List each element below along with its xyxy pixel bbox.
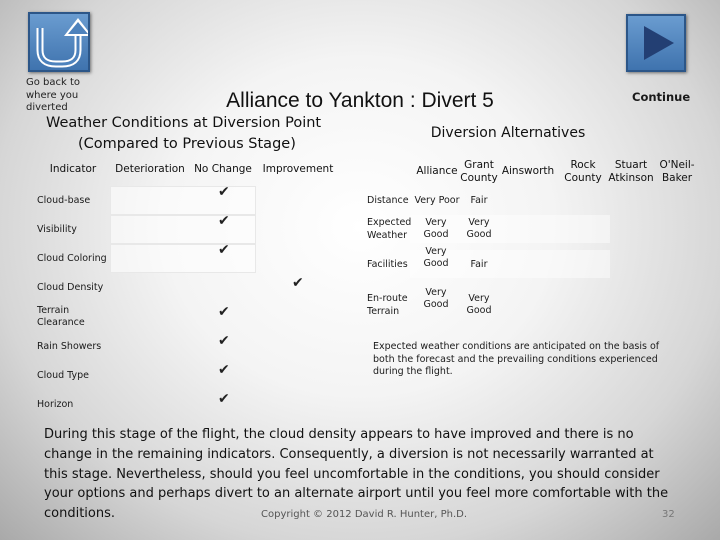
check-mark-icon: ✔ — [218, 333, 230, 349]
col-header-no-change: No Change — [194, 163, 252, 175]
check-mark-icon: ✔ — [218, 391, 230, 407]
col-header-stuart-atkinson: Stuart Atkinson — [608, 159, 654, 184]
go-back-button[interactable] — [28, 12, 90, 72]
play-triangle-icon — [628, 16, 684, 70]
table-row-bg — [110, 244, 256, 273]
u-turn-arrow-icon — [30, 14, 88, 70]
value-terrain-alliance: Very Good — [423, 287, 449, 310]
table-row-bg — [110, 186, 256, 215]
value-distance-grant-county: Fair — [470, 195, 488, 206]
indicator-visibility: Visibility — [37, 224, 77, 235]
slide-title: Alliance to Yankton : Divert 5 — [226, 89, 494, 112]
criterion-expected-weather: Expected Weather — [367, 217, 412, 241]
col-header-improvement: Improvement — [262, 163, 334, 175]
check-mark-icon: ✔ — [218, 184, 230, 200]
col-header-ainsworth: Ainsworth — [501, 165, 555, 177]
col-header-deterioration: Deterioration — [115, 163, 185, 175]
col-header-rock-county: Rock County — [564, 159, 602, 184]
value-distance-alliance: Very Poor — [414, 195, 460, 206]
copyright-text: Copyright © 2012 David R. Hunter, Ph.D. — [261, 509, 468, 520]
page-number: 32 — [662, 509, 675, 520]
value-facilities-alliance: Very Good — [423, 246, 449, 269]
check-mark-icon: ✔ — [218, 362, 230, 378]
value-weather-alliance: Very Good — [423, 217, 449, 240]
check-mark-icon: ✔ — [292, 275, 304, 291]
indicator-cloud-density: Cloud Density — [37, 282, 104, 293]
explanation-paragraph: During this stage of the flight, the cloud density appears to have improved and there is no change in the remaining indicators. Consequently, a diversion is not necessarily warranted at this stage. Nevertheless, should you feel uncomfortable in the conditions, you should consider your options and perhaps divert to an alternate airport until you feel more comfortable with the conditions. — [44, 427, 669, 522]
indicator-cloud-type: Cloud Type — [37, 370, 89, 381]
value-facilities-grant-county: Fair — [470, 259, 488, 270]
criterion-distance: Distance — [367, 195, 409, 206]
col-header-grant-county: Grant County — [460, 159, 498, 184]
criterion-en-route-terrain: En-route Terrain — [367, 293, 408, 317]
indicator-cloud-base: Cloud-base — [37, 195, 91, 206]
continue-link[interactable]: Continue — [632, 90, 691, 104]
check-mark-icon: ✔ — [218, 304, 230, 320]
indicator-horizon: Horizon — [37, 399, 74, 410]
col-header-oneil-baker: O'Neil-Baker — [659, 159, 695, 184]
indicator-cloud-coloring: Cloud Coloring — [37, 253, 107, 264]
value-weather-grant-county: Very Good — [466, 217, 492, 240]
col-header-indicator: Indicator — [49, 163, 97, 175]
continue-button[interactable] — [626, 14, 686, 72]
criterion-facilities: Facilities — [367, 259, 408, 270]
col-header-alliance: Alliance — [416, 165, 458, 177]
weather-conditions-heading: Weather Conditions at Diversion Point (Compared to Previous Stage) — [46, 115, 322, 152]
diversion-alternatives-heading: Diversion Alternatives — [430, 125, 586, 141]
value-terrain-grant-county: Very Good — [466, 293, 492, 316]
expected-weather-note: Expected weather conditions are anticipated on the basis of both the forecast and the prevailing conditions experienced during the flight. — [373, 341, 660, 377]
check-mark-icon: ✔ — [218, 242, 230, 258]
check-mark-icon: ✔ — [218, 213, 230, 229]
go-back-caption: Go back to where you diverted — [26, 77, 81, 113]
indicator-rain-showers: Rain Showers — [37, 341, 102, 352]
indicator-terrain-clearance: Terrain Clearance — [37, 305, 85, 328]
table-row-bg — [110, 215, 256, 244]
